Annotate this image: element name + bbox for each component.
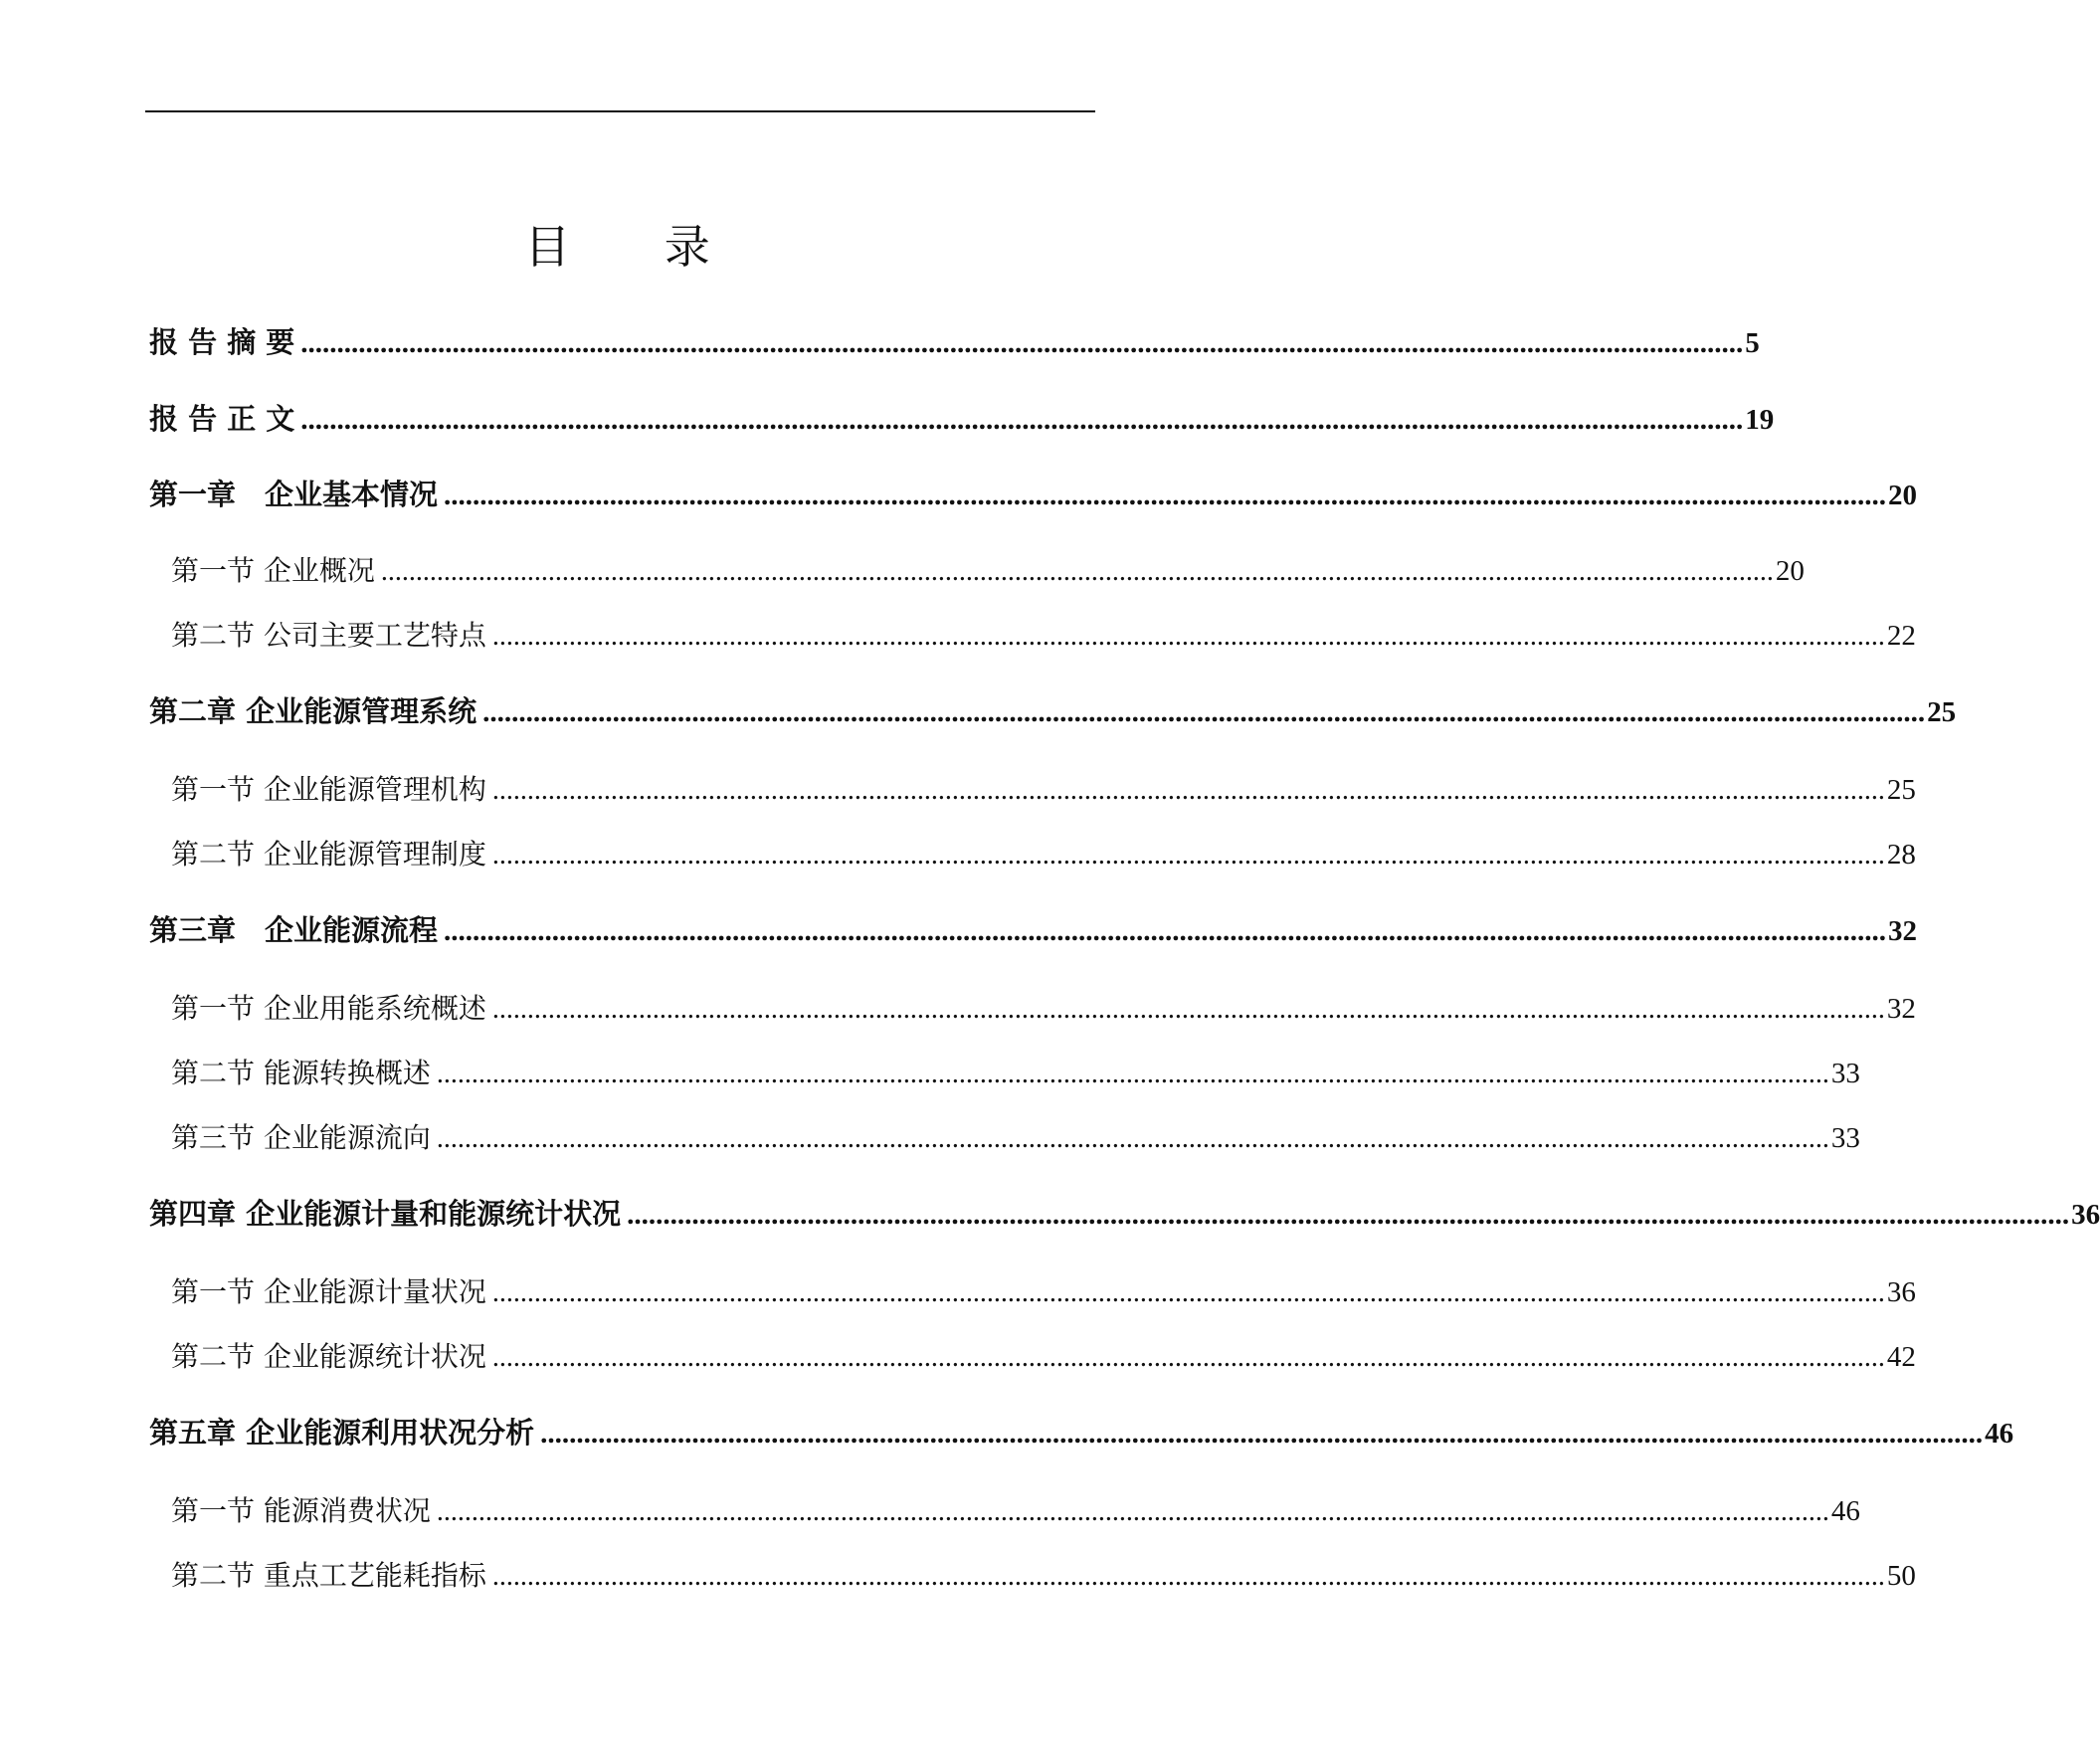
toc-entry[interactable]	[149, 689, 1957, 730]
toc-entry-label: 第三节 企业能源流向	[171, 1121, 431, 1154]
toc-entry-page: 19	[1745, 404, 1775, 436]
leader-dots: ........................................................................................................................................................................................................	[491, 994, 1885, 1025]
toc-entry-page: 42	[1886, 1341, 1916, 1373]
toc-entry-label: 第二节 能源转换概述	[171, 1057, 431, 1089]
toc-entry-page: 32	[1886, 993, 1916, 1025]
toc-entry-page: 32	[1888, 915, 1918, 947]
toc-entry-label: 第二节 重点工艺能耗指标	[171, 1559, 486, 1592]
toc-entry-label: 第二节 企业能源管理制度	[171, 838, 486, 871]
page-title: 目 录	[524, 220, 750, 274]
toc-entry-page: 28	[1886, 839, 1916, 871]
toc-entry-label: 第一章 企业基本情况	[149, 478, 439, 511]
leader-dots: ........................................................................................................................................................................................................	[436, 1059, 1829, 1089]
toc-entry[interactable]	[149, 473, 1918, 513]
toc-entry[interactable]	[149, 1335, 1916, 1375]
toc-entry-page: 33	[1830, 1058, 1860, 1089]
header-rule	[145, 110, 1095, 112]
toc-entry-label: 第四章 企业能源计量和能源统计状况	[149, 1197, 622, 1231]
toc-entry-page: 46	[1985, 1418, 2014, 1450]
toc-entry-label: 第三章 企业能源流程	[149, 913, 439, 947]
leader-dots: ........................................................................................................................................................................................................	[436, 1496, 1829, 1527]
leader-dots: ........................................................................................................................................................................................................	[491, 840, 1885, 871]
toc-entry-page: 20	[1888, 480, 1918, 511]
leader-dots: ........................................................................................................................................................................................................	[380, 556, 1774, 587]
toc-entry-label: 第一节 企业概况	[171, 554, 375, 587]
toc-entry-label: 第二章 企业能源管理系统	[149, 694, 477, 728]
leader-dots: ........................................................................................................................................................................................................	[627, 1199, 2070, 1231]
toc-entry[interactable]	[149, 397, 1775, 438]
leader-dots: ........................................................................................................................................................................................................	[482, 696, 1926, 728]
leader-dots: ........................................................................................................................................................................................................	[444, 480, 1887, 511]
toc-entry[interactable]	[149, 1192, 2100, 1233]
toc-entry-label: 第一节 企业能源计量状况	[171, 1275, 486, 1308]
toc-entry[interactable]	[149, 1116, 1860, 1156]
toc-entry-label: 报 告 正 文	[149, 402, 295, 436]
toc-entry-page: 50	[1886, 1560, 1916, 1592]
leader-dots: ........................................................................................................................................................................................................	[491, 1561, 1885, 1592]
toc-entry-page: 20	[1775, 555, 1805, 587]
toc-entry-page: 33	[1830, 1122, 1860, 1154]
toc-entry-page: 22	[1886, 620, 1916, 652]
toc-entry[interactable]	[149, 768, 1916, 808]
toc-entry-label: 第一节 企业用能系统概述	[171, 992, 486, 1025]
toc-entry-label: 报 告 摘 要	[149, 325, 295, 359]
toc-entry-page: 5	[1745, 327, 1760, 359]
toc-entry[interactable]	[149, 1554, 1916, 1594]
leader-dots: ........................................................................................................................................................................................................	[491, 775, 1885, 806]
toc-entry[interactable]	[149, 549, 1805, 589]
toc-entry[interactable]	[149, 908, 1918, 949]
leader-dots: ........................................................................................................................................................................................................	[491, 1277, 1885, 1308]
toc-entry-page: 25	[1886, 774, 1916, 806]
toc-entry-label: 第二节 企业能源统计状况	[171, 1340, 486, 1373]
toc-entry-label: 第五章 企业能源利用状况分析	[149, 1416, 535, 1450]
toc-entry[interactable]	[149, 987, 1916, 1027]
toc-entry[interactable]	[149, 833, 1916, 872]
toc-entry-page: 36	[2071, 1199, 2100, 1231]
leader-dots: ........................................................................................................................................................................................................	[300, 404, 1744, 436]
toc-entry-page: 25	[1927, 696, 1957, 728]
toc-entry-label: 第一节 企业能源管理机构	[171, 773, 486, 806]
toc-entry-label: 第二节 公司主要工艺特点	[171, 619, 486, 652]
toc-entry[interactable]	[149, 1270, 1916, 1310]
leader-dots: ........................................................................................................................................................................................................	[444, 915, 1887, 947]
toc-entry[interactable]	[149, 1052, 1860, 1091]
toc-entry[interactable]	[149, 320, 1760, 361]
toc-entry-page: 36	[1886, 1276, 1916, 1308]
leader-dots: ........................................................................................................................................................................................................	[491, 621, 1885, 652]
toc-entry-label: 第一节 能源消费状况	[171, 1494, 431, 1527]
toc-entry[interactable]	[149, 614, 1916, 654]
toc-entry-page: 46	[1830, 1495, 1860, 1527]
leader-dots: ........................................................................................................................................................................................................	[491, 1342, 1885, 1373]
toc-entry[interactable]	[149, 1489, 1860, 1529]
leader-dots: ........................................................................................................................................................................................................	[436, 1123, 1829, 1154]
leader-dots: ........................................................................................................................................................................................................	[300, 327, 1744, 359]
leader-dots: ........................................................................................................................................................................................................	[540, 1418, 1984, 1450]
toc-entry[interactable]	[149, 1411, 2014, 1452]
